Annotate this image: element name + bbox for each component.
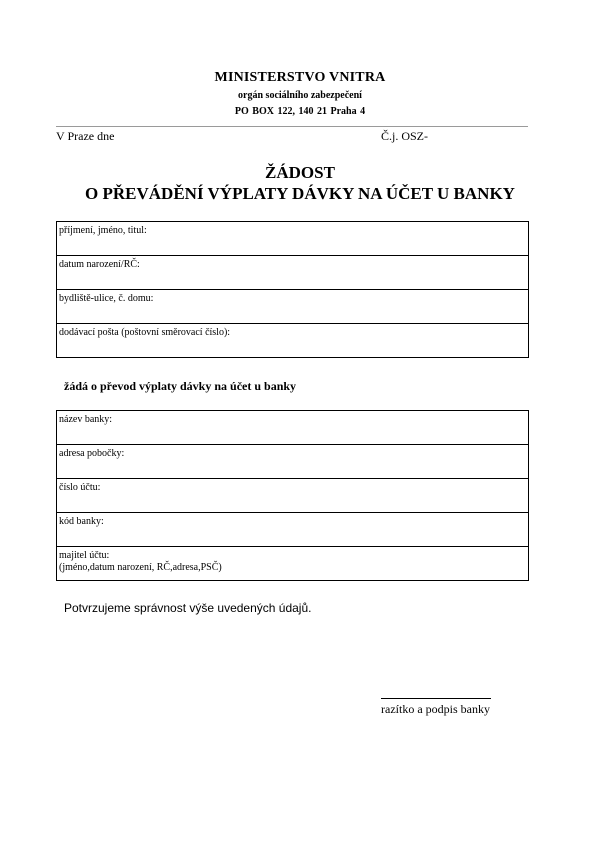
table-row <box>57 256 529 290</box>
birth-date-field[interactable] <box>57 256 529 290</box>
authority-name: orgán sociálního zabezpečení <box>238 90 362 101</box>
surname-name-field[interactable] <box>57 222 529 256</box>
field-label: příjmení, jméno, titul: <box>59 225 147 236</box>
table-row <box>57 479 529 513</box>
confirmation-text: Potvrzujeme správnost výše uvedených údajů. <box>64 601 312 615</box>
document-subtitle: O PŘEVÁDĚNÍ VÝPLATY DÁVKY NA ÚČET U BANKY <box>85 184 515 203</box>
account-holder-field[interactable] <box>57 547 529 581</box>
bank-name-field[interactable] <box>57 411 529 445</box>
table-row <box>57 290 529 324</box>
applicant-table <box>56 221 529 358</box>
field-label: číslo účtu: <box>59 482 101 493</box>
request-statement: žádá o převod výplaty dávky na účet u banky <box>64 379 297 393</box>
table-row <box>57 547 529 581</box>
field-label: majitel účtu: <box>59 550 110 561</box>
account-number-field[interactable] <box>57 479 529 513</box>
field-label: dodávací pošta (poštovní směrovací číslo): <box>59 327 231 338</box>
reference-number-label: Č.j. OSZ- <box>381 129 429 143</box>
field-label: bydliště-ulice, č. domu: <box>59 293 154 304</box>
field-label: název banky: <box>59 414 113 425</box>
table-row <box>57 445 529 479</box>
table-row <box>57 513 529 547</box>
header-divider <box>56 126 528 127</box>
place-date-label: V Praze dne <box>56 129 115 143</box>
field-label: adresa pobočky: <box>59 448 125 459</box>
postal-address: PO BOX 122, 140 21 Praha 4 <box>234 106 366 117</box>
signature-line <box>381 698 491 699</box>
field-label: kód banky: <box>59 516 104 527</box>
field-hint: (jméno,datum narození, RČ,adresa,PSČ) <box>59 562 222 573</box>
document-title: ŽÁDOST <box>265 163 335 182</box>
ministry-name: MINISTERSTVO VNITRA <box>214 70 386 85</box>
table-row <box>57 324 529 358</box>
signature-label: razítko a podpis banky <box>381 702 490 716</box>
bank-code-field[interactable] <box>57 513 529 547</box>
residence-field[interactable] <box>57 290 529 324</box>
post-office-field[interactable] <box>57 324 529 358</box>
bank-table <box>56 410 529 581</box>
branch-address-field[interactable] <box>57 445 529 479</box>
table-row <box>57 222 529 256</box>
table-row <box>57 411 529 445</box>
field-label: datum narození/RČ: <box>59 259 140 270</box>
